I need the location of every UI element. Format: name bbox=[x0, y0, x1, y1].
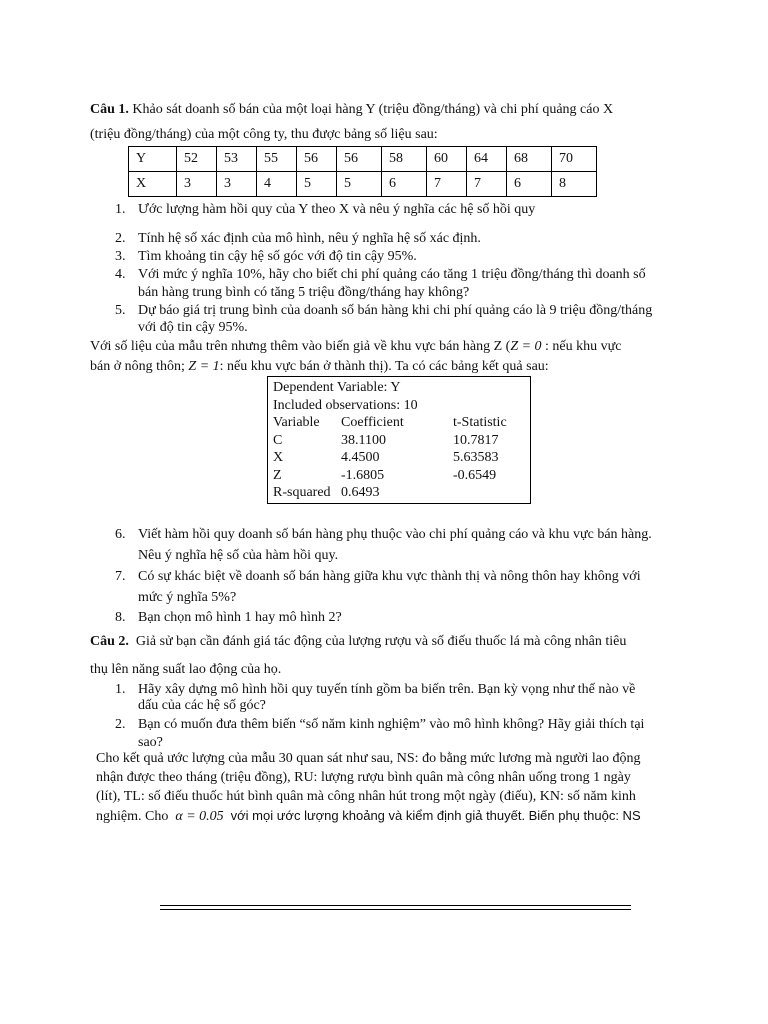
col-header: Coefficient bbox=[341, 415, 404, 430]
table-cell: 7 bbox=[467, 172, 507, 197]
dummy-text-2a: bán ở nông thôn; bbox=[90, 359, 185, 374]
q2-result-line-3: (lít), TL: số điếu thuốc hút bình quân mà công nhân hút trong một ngày (điếu), KN: số năm kinh bbox=[96, 789, 636, 804]
table-cell: 3 bbox=[217, 172, 257, 197]
table-cell: 68 bbox=[507, 147, 552, 172]
regression-row bbox=[273, 467, 530, 485]
table-cell: 55 bbox=[257, 147, 297, 172]
q2-result-4d: Biến phụ thuộc: NS bbox=[528, 808, 641, 823]
q2-intro-text-1: Giả sử bạn cần đánh giá tác động của lượng rượu và số điếu thuốc lá mà công nhân tiêu bbox=[135, 634, 627, 649]
list-item-number: 3. bbox=[115, 249, 126, 264]
list-item: Tính hệ số xác định của mô hình, nêu ý nghĩa hệ số xác định. bbox=[138, 231, 481, 246]
q2-result-4c: với mọi ước lượng khoảng và kiểm định giả thuyết. bbox=[230, 808, 526, 823]
list-item-number: 1. bbox=[115, 202, 126, 217]
variable-name: X bbox=[273, 450, 284, 465]
list-item-number: 4. bbox=[115, 267, 126, 282]
q2-intro-line-2: thụ lên năng suất lao động của họ. bbox=[90, 662, 282, 677]
dummy-intro-line-2 bbox=[90, 358, 549, 375]
table-cell: 52 bbox=[177, 147, 217, 172]
list-item: Hãy xây dựng mô hình hồi quy tuyến tính gồm ba biến trên. Bạn kỳ vọng như thế nào về bbox=[138, 682, 636, 697]
q2-result-line-2: nhận được theo tháng (triệu đồng), RU: lượng rượu bình quân mà công nhân uống trong 1 ngày bbox=[96, 770, 631, 785]
col-header: t-Statistic bbox=[453, 415, 507, 430]
z-one-math: Z = 1 bbox=[188, 359, 220, 374]
regression-header-row bbox=[273, 414, 530, 432]
list-item-number: 2. bbox=[115, 231, 126, 246]
list-item-continuation: mức ý nghĩa 5%? bbox=[138, 590, 237, 605]
coefficient: 38.1100 bbox=[341, 432, 386, 448]
q1-intro-text-1: Khảo sát doanh số bán của một loại hàng Y (triệu đồng/tháng) và chi phí quảng cáo X bbox=[132, 102, 614, 117]
coefficient: -1.6805 bbox=[341, 467, 385, 483]
list-item: Dự báo giá trị trung bình của doanh số bán hàng khi chi phí quảng cáo là 9 triệu đồng/tháng bbox=[138, 303, 653, 318]
list-item-number: 5. bbox=[115, 303, 126, 318]
regression-row bbox=[273, 432, 530, 450]
list-item-number: 7. bbox=[115, 569, 126, 584]
table-row-y bbox=[129, 147, 597, 172]
col-header: Variable bbox=[273, 415, 320, 430]
z-zero-math: Z = 0 bbox=[510, 339, 542, 354]
q1-label: Câu 1. bbox=[90, 102, 129, 117]
regression-output-box bbox=[267, 376, 531, 504]
table-cell: 5 bbox=[337, 172, 382, 197]
list-item-continuation: với độ tin cậy 95%. bbox=[138, 320, 248, 335]
table-cell: 56 bbox=[337, 147, 382, 172]
table-cell: 6 bbox=[507, 172, 552, 197]
variable-name: C bbox=[273, 432, 283, 448]
dummy-text-c: : nếu khu vực bbox=[545, 339, 622, 354]
regression-dependent: Dependent Variable: Y bbox=[273, 380, 401, 395]
t-statistic: -0.6549 bbox=[453, 467, 497, 483]
table-cell: 58 bbox=[382, 147, 427, 172]
alpha-math: α = 0.05 bbox=[175, 809, 224, 824]
t-statistic: 10.7817 bbox=[453, 432, 499, 448]
table-cell: 56 bbox=[297, 147, 337, 172]
table-cell: 70 bbox=[552, 147, 597, 172]
table-cell: 64 bbox=[467, 147, 507, 172]
q2-result-line-1: Cho kết quả ước lượng của mẫu 30 quan sát như sau, NS: đo bằng mức lương mà người lao động bbox=[96, 751, 641, 766]
list-item: Bạn có muốn đưa thêm biến “số năm kinh nghiệm” vào mô hình không? Hãy giải thích tại bbox=[138, 717, 645, 732]
table-cell: 5 bbox=[297, 172, 337, 197]
dummy-intro-line-1 bbox=[90, 338, 621, 355]
list-item-continuation: sao? bbox=[138, 735, 163, 750]
coefficient: 4.4500 bbox=[341, 450, 380, 465]
q2-intro-line-1 bbox=[90, 633, 626, 650]
table-cell: 60 bbox=[427, 147, 467, 172]
list-item-continuation: bán hàng trung bình có tăng 5 triệu đồng/tháng hay không? bbox=[138, 285, 470, 300]
table-cell: X bbox=[129, 172, 177, 197]
data-table bbox=[128, 146, 597, 197]
table-cell: 6 bbox=[382, 172, 427, 197]
list-item-number: 8. bbox=[115, 610, 126, 625]
list-item-continuation: Nêu ý nghĩa hệ số của hàm hồi quy. bbox=[138, 548, 339, 563]
list-item-number: 6. bbox=[115, 527, 126, 542]
regression-row bbox=[273, 449, 530, 467]
q2-label: Câu 2. bbox=[90, 634, 129, 649]
dummy-text-a: Với số liệu của mẫu trên nhưng thêm vào biến giả về khu vực bán hàng Z ( bbox=[90, 339, 511, 354]
q1-intro-line-1 bbox=[90, 101, 613, 118]
table-row-x bbox=[129, 172, 597, 197]
list-item: Tìm khoảng tin cậy hệ số góc với độ tin cậy 95%. bbox=[138, 249, 417, 264]
table-cell: 53 bbox=[217, 147, 257, 172]
dummy-text-2c: : nếu khu vực bán ở thành thị). Ta có các bảng kết quả sau: bbox=[219, 359, 549, 374]
q1-intro-line-2: (triệu đồng/tháng) của một công ty, thu được bảng số liệu sau: bbox=[90, 127, 438, 142]
list-item: Với mức ý nghĩa 10%, hãy cho biết chi phí quảng cáo tăng 1 triệu đồng/tháng thì doanh số bbox=[138, 267, 646, 282]
divider-line-top bbox=[160, 905, 631, 906]
table-cell: Y bbox=[129, 147, 177, 172]
list-item-number: 1. bbox=[115, 682, 126, 697]
list-item-number: 2. bbox=[115, 717, 126, 732]
table-cell: 7 bbox=[427, 172, 467, 197]
list-item: Bạn chọn mô hình 1 hay mô hình 2? bbox=[138, 610, 342, 625]
list-item: Viết hàm hồi quy doanh số bán hàng phụ thuộc vào chi phí quảng cáo và khu vực bán hàng. bbox=[138, 527, 652, 542]
regression-rsquared: R-squared 0.6493 bbox=[273, 485, 380, 500]
list-item: Ước lượng hàm hồi quy của Y theo X và nêu ý nghĩa các hệ số hồi quy bbox=[138, 202, 536, 217]
q2-result-4a: nghiệm. Cho bbox=[96, 809, 169, 824]
q2-result-line-4 bbox=[96, 807, 641, 825]
divider-line-bottom bbox=[160, 909, 631, 910]
list-item: Có sự khác biệt về doanh số bán hàng giữa khu vực thành thị và nông thôn hay không với bbox=[138, 569, 641, 584]
table-cell: 8 bbox=[552, 172, 597, 197]
list-item-continuation: dấu của các hệ số góc? bbox=[138, 698, 266, 713]
table-cell: 4 bbox=[257, 172, 297, 197]
t-statistic: 5.63583 bbox=[453, 450, 499, 465]
table-cell: 3 bbox=[177, 172, 217, 197]
regression-observations: Included observations: 10 bbox=[273, 397, 418, 413]
variable-name: Z bbox=[273, 467, 282, 483]
